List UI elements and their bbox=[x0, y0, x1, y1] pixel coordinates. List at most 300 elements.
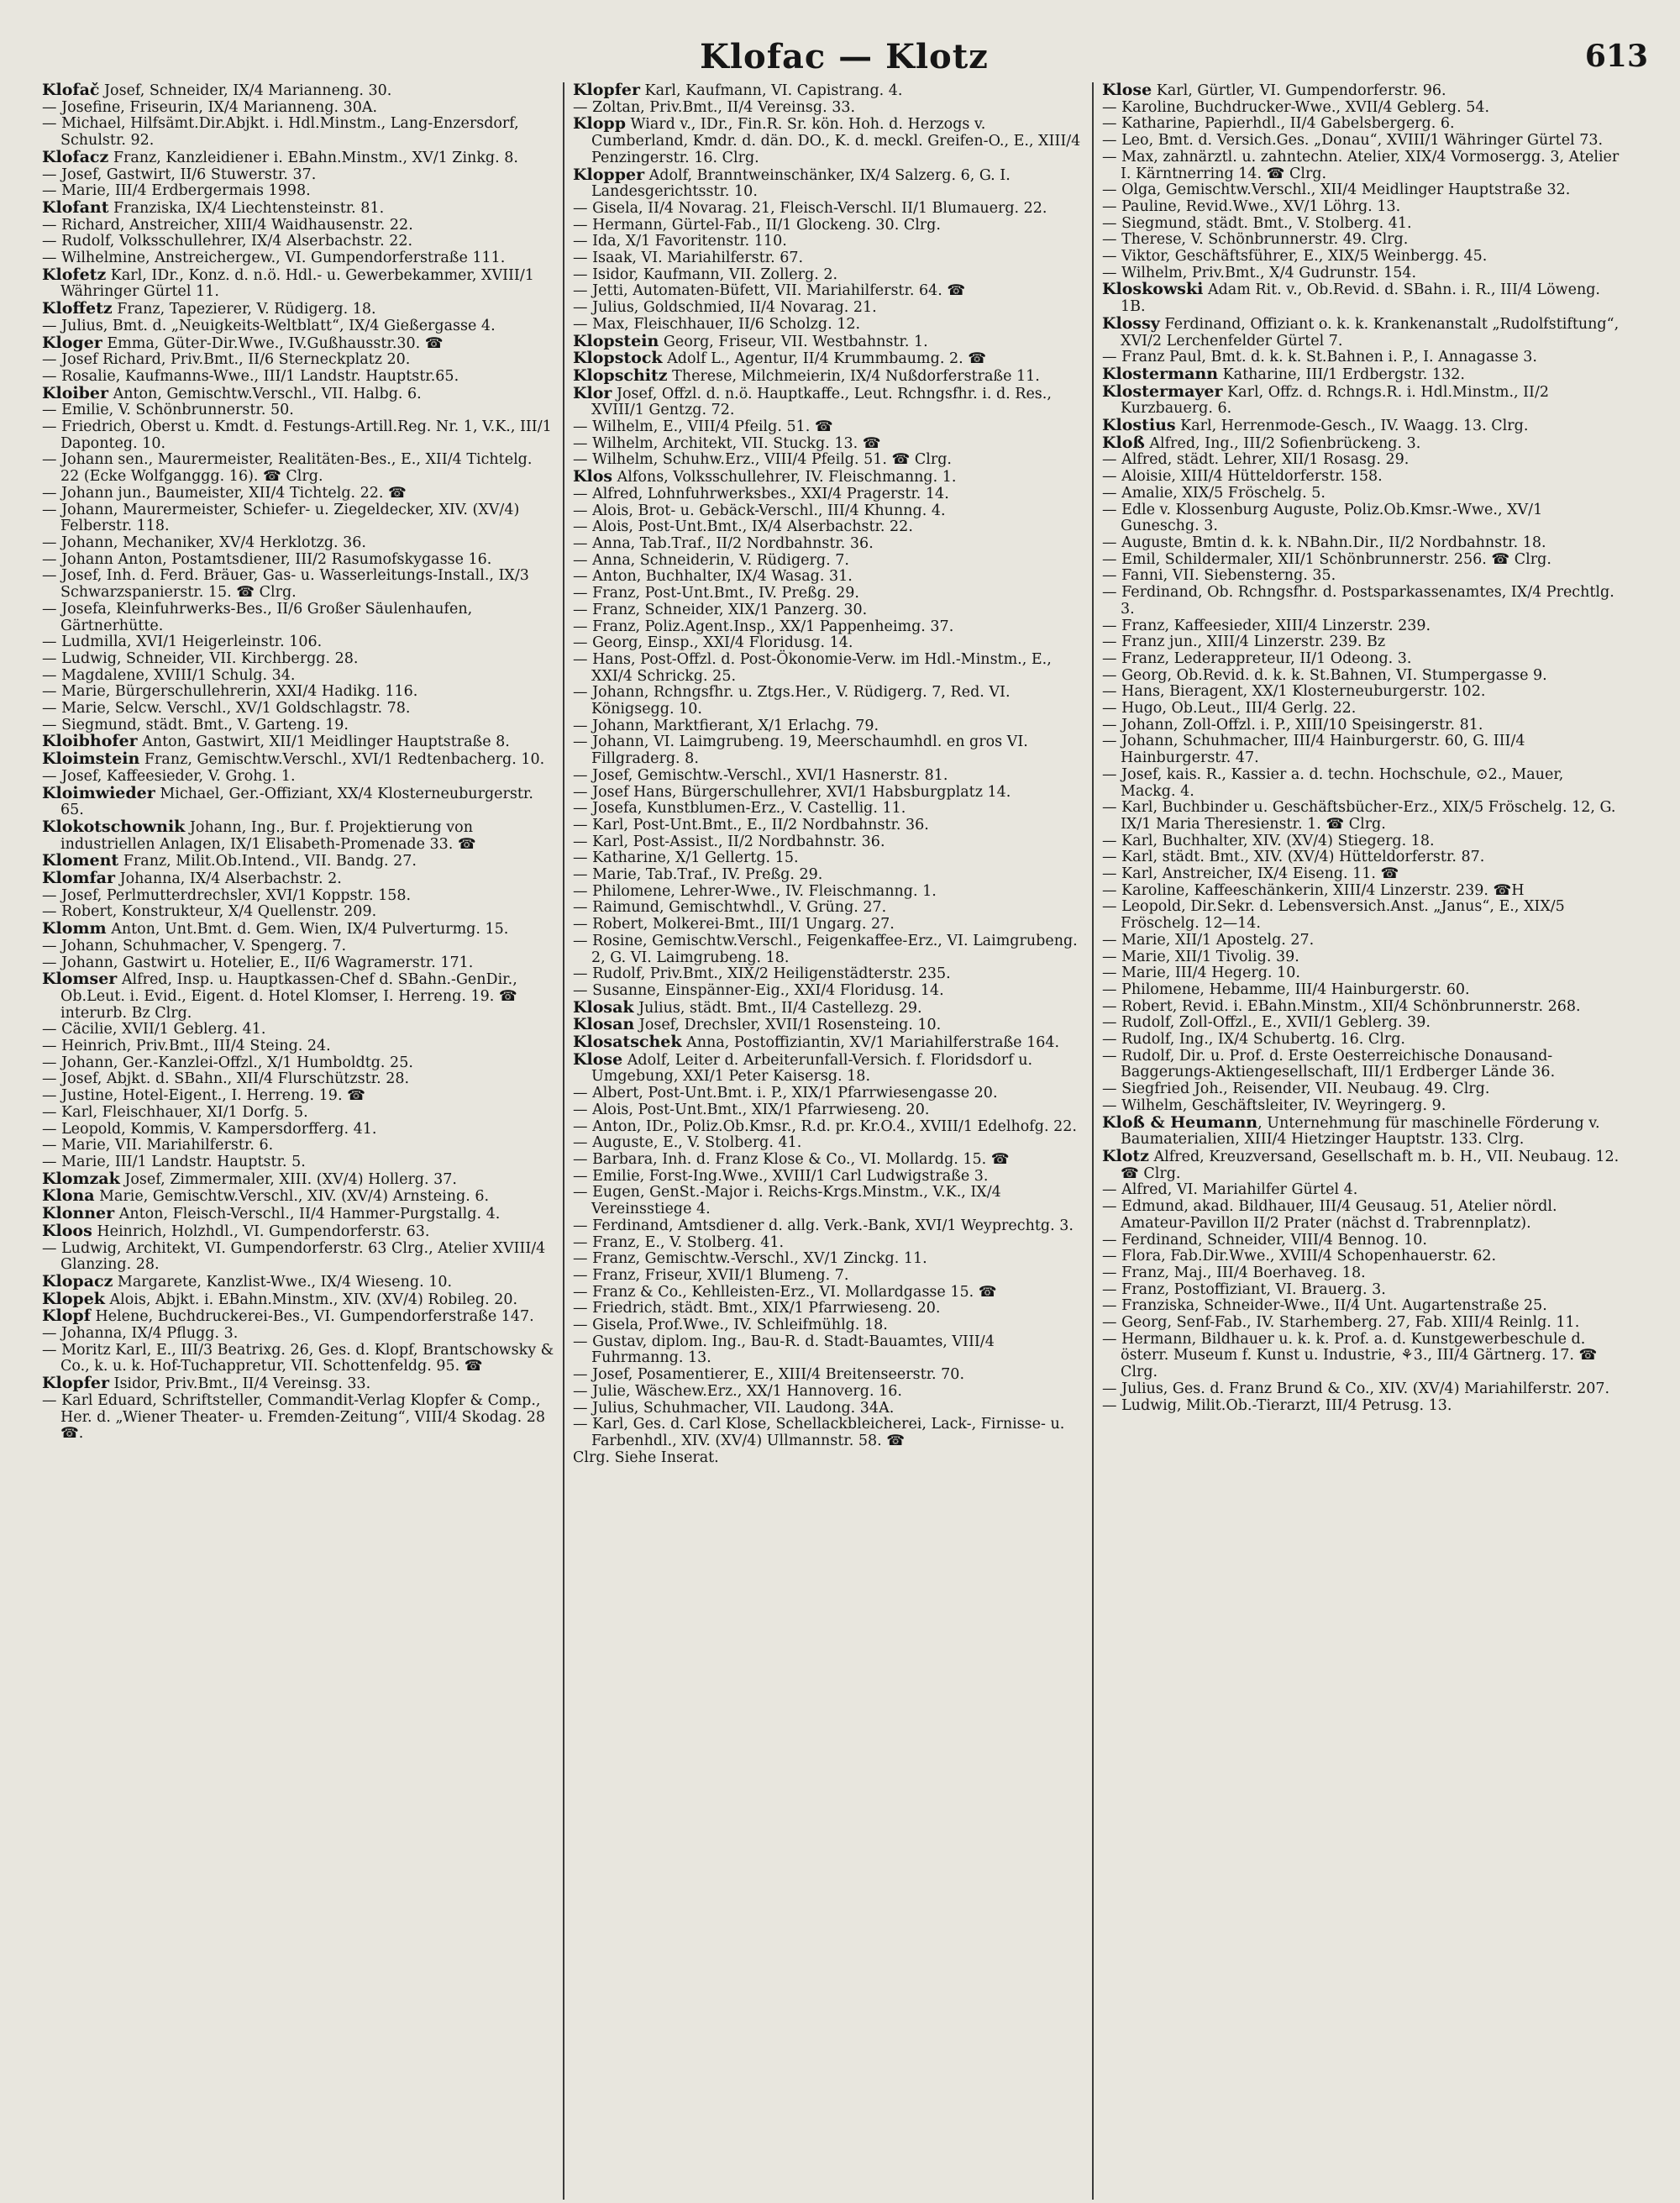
directory-entry bbox=[1102, 1112, 1621, 1149]
entry-details: — Franziska, Schneider-Wwe., II/4 Unt. Augartenstraße 25. bbox=[1102, 1297, 1547, 1315]
entry-surname: Klofant bbox=[42, 197, 109, 217]
directory-subentry bbox=[42, 369, 554, 386]
entry-details: — Josef, Gemischtw.-Verschl., XVI/1 Hasnerstr. 81. bbox=[573, 766, 948, 784]
entry-surname: Kloß & Heumann bbox=[1102, 1112, 1258, 1132]
directory-subentry bbox=[1102, 452, 1621, 469]
entry-details: Katharine, III/1 Erdbergstr. 132. bbox=[1218, 365, 1465, 383]
entry-details: — Gisela, II/4 Novarag. 21, Fleisch-Verschl. II/1 Blumauerg. 22. bbox=[573, 199, 1047, 217]
directory-subentry bbox=[1102, 568, 1621, 585]
entry-surname: Klomm bbox=[42, 919, 107, 939]
directory-entry bbox=[573, 167, 1084, 201]
entry-details: Alois, Abjkt. i. EBahn.Minstm., XIV. (XV/4) Robileg. 20. bbox=[104, 1291, 518, 1308]
directory-subentry bbox=[573, 267, 1084, 284]
directory-subentry bbox=[42, 502, 554, 535]
entry-surname: Klonner bbox=[42, 1204, 115, 1223]
entry-details: — Wilhelm, Geschäftsleiter, IV. Weyringerg. 9. bbox=[1102, 1096, 1446, 1114]
directory-entry bbox=[1102, 366, 1621, 384]
entry-details: — Johann, Maurermeister, Schiefer- u. Ziegeldecker, XIV. (XV/4) Felberstr. 118. bbox=[42, 501, 520, 535]
entry-details: Anton, Gemischtw.Verschl., VII. Halbg. 6. bbox=[108, 385, 422, 402]
entry-details: — Hermann, Gürtel-Fab., II/1 Glockeng. 30. Clrg. bbox=[573, 216, 941, 234]
entry-details: — Therese, V. Schönbrunnerstr. 49. Clrg. bbox=[1102, 231, 1409, 249]
entry-details: — Josef Hans, Bürgerschullehrer, XVI/1 Habsburgplatz 14. bbox=[573, 783, 1011, 801]
entry-details: — Julius, Ges. d. Franz Brund & Co., XIV. (XV/4) Mariahilferstr. 207. bbox=[1102, 1380, 1610, 1397]
entry-details: — Marie, Bürgerschullehrerin, XXI/4 Hadikg. 116. bbox=[42, 683, 418, 701]
entry-surname: Kloiber bbox=[42, 383, 109, 402]
entry-details: — Alois, Post-Unt.Bmt., IX/4 Alserbachstr. 22. bbox=[573, 518, 913, 536]
entry-details: Isidor, Priv.Bmt., II/4 Vereinsg. 33. bbox=[108, 1375, 371, 1393]
directory-subentry bbox=[42, 419, 554, 452]
directory-entry bbox=[573, 469, 1084, 486]
entry-details: — Julius, Goldschmied, II/4 Novarag. 21. bbox=[573, 299, 877, 317]
entry-details: — Max, zahnärztl. u. zahntechn. Atelier, XIX/4 Vormosergg. 3, Atelier I. Kärntnerring 14. ☎ Clrg. bbox=[1102, 148, 1620, 182]
entry-details: — Flora, Fab.Dir.Wwe., XVIII/4 Schopenhauerstr. 62. bbox=[1102, 1248, 1497, 1265]
entry-details: — Karl, Anstreicher, IX/4 Eiseng. 11. ☎ bbox=[1102, 865, 1399, 883]
entry-details: — Rudolf, Dir. u. Prof. d. Erste Oesterreichische Donausand-Baggerungs-Aktiengesellschaft, III/1 Erdberger Lände 36. bbox=[1102, 1047, 1556, 1081]
entry-surname: Kloger bbox=[42, 333, 102, 352]
entry-details: , Unternehmung für maschinelle Förderung v. Baumaterialien, XIII/4 Hietzinger Hauptstr. 133. Clrg. bbox=[1121, 1114, 1600, 1149]
entry-details: Julius, städt. Bmt., II/4 Castellezg. 29. bbox=[633, 999, 922, 1017]
directory-entry bbox=[573, 1034, 1084, 1052]
entry-details: Adam Rit. v., Ob.Revid. d. SBahn. i. R., III/4 Löweng. 1B. bbox=[1121, 281, 1600, 316]
directory-subentry bbox=[1102, 999, 1621, 1016]
directory-entry bbox=[573, 331, 1084, 351]
entry-details: — Karl, Buchhalter, XIV. (XV/4) Stiegerg. 18. bbox=[1102, 832, 1435, 849]
directory-subentry bbox=[42, 352, 554, 369]
directory-subentry bbox=[1102, 502, 1621, 535]
directory-subentry bbox=[42, 1138, 554, 1154]
entry-details: — Johanna, IX/4 Pflugg. 3. bbox=[42, 1325, 239, 1343]
entry-details: — Karl, Buchbinder u. Geschäftsbücher-Erz., XIX/5 Fröschelg. 12, G. IX/1 Maria Theresienstr. 1. ☎ Clrg. bbox=[1102, 799, 1616, 833]
directory-entry bbox=[42, 1171, 554, 1189]
directory-entry bbox=[42, 971, 554, 1022]
entry-details: — Josefine, Friseurin, IX/4 Marianneng. 30A. bbox=[42, 98, 378, 116]
entry-details: — Wilhelm, Architekt, VII. Stuckg. 13. ☎ bbox=[573, 434, 881, 452]
entry-details: Franz, Gemischtw.Verschl., XVI/1 Redtenbacherg. 10. bbox=[139, 751, 545, 769]
entry-surname: Klona bbox=[42, 1186, 95, 1206]
directory-entry bbox=[42, 335, 554, 353]
entry-details: — Johann sen., Maurermeister, Realitäten-Bes., E., XII/4 Tichtelg. 22 (Ecke Wolfganggg. 16). ☎ Clrg. bbox=[42, 451, 533, 486]
entry-details: Johann, Ing., Bur. f. Projektierung von industriellen Anlagen, IX/1 Elisabeth-Promenade 33. ☎ bbox=[60, 818, 476, 853]
directory-entry bbox=[42, 267, 554, 301]
directory-subentry bbox=[1102, 1081, 1621, 1098]
directory-subentry bbox=[573, 1384, 1084, 1401]
directory-subentry bbox=[573, 900, 1084, 917]
directory-subentry bbox=[42, 167, 554, 184]
entry-details: — Fanni, VII. Siebensterng. 35. bbox=[1102, 567, 1336, 585]
directory-subentry bbox=[42, 1393, 554, 1443]
directory-subentry bbox=[573, 1317, 1084, 1334]
directory-entry bbox=[42, 301, 554, 318]
entry-details: — Johann, Schuhmacher, III/4 Hainburgerstr. 60, G. III/4 Hainburgerstr. 47. bbox=[1102, 733, 1525, 767]
directory-subentry bbox=[1102, 849, 1621, 866]
directory-subentry bbox=[573, 486, 1084, 503]
directory-subentry bbox=[573, 519, 1084, 536]
entry-surname: Klose bbox=[573, 1049, 623, 1069]
entry-surname: Kloskowski bbox=[1102, 280, 1204, 299]
directory-subentry bbox=[573, 1086, 1084, 1102]
directory-subentry bbox=[573, 436, 1084, 453]
entry-details: — Cäcilie, XVII/1 Geblerg. 41. bbox=[42, 1021, 266, 1038]
directory-entry bbox=[1102, 381, 1621, 418]
directory-subentry bbox=[1102, 718, 1621, 734]
entry-details: — Olga, Gemischtw.Verschl., XII/4 Meidlinger Hauptstraße 32. bbox=[1102, 181, 1571, 199]
entry-details: — Eugen, GenSt.-Major i. Reichs-Krgs.Minstm., V.K., IX/4 Vereinsstiege 4. bbox=[573, 1184, 1001, 1218]
entry-surname: Klostermayer bbox=[1102, 381, 1223, 401]
entry-details: Alfons, Volksschullehrer, IV. Fleischmanng. 1. bbox=[612, 469, 957, 486]
directory-subentry bbox=[573, 503, 1084, 520]
entry-details: Josef, Schneider, IX/4 Marianneng. 30. bbox=[99, 82, 392, 99]
entry-surname: Kloimstein bbox=[42, 749, 140, 769]
entry-details: — Philomene, Lehrer-Wwe., IV. Fleischmanng. 1. bbox=[573, 882, 937, 900]
entry-surname: Klopstein bbox=[573, 331, 659, 350]
entry-details: — Siegfried Joh., Reisender, VII. Neubaug. 49. Clrg. bbox=[1102, 1080, 1490, 1098]
directory-entry bbox=[42, 82, 554, 100]
directory-entry bbox=[1102, 1149, 1621, 1182]
entry-details: — Franz & Co., Kehlleisten-Erz., VI. Mollardgasse 15. ☎ bbox=[573, 1283, 997, 1301]
directory-subentry bbox=[42, 116, 554, 149]
entry-surname: Klotz bbox=[1102, 1147, 1149, 1165]
entry-surname: Kloibhofer bbox=[42, 732, 138, 751]
directory-entry bbox=[1102, 435, 1621, 453]
entry-details: — Ludwig, Architekt, VI. Gumpendorferstr. 63 Clrg., Atelier XVIII/4 Glanzing. 28. bbox=[42, 1239, 546, 1274]
entry-surname: Klosatschek bbox=[573, 1033, 682, 1052]
entry-details: — Anna, Schneiderin, V. Rüdigerg. 7. bbox=[573, 551, 849, 569]
directory-subentry bbox=[1102, 1249, 1621, 1265]
entry-surname: Klomzak bbox=[42, 1169, 120, 1188]
directory-subentry bbox=[1102, 651, 1621, 668]
entry-details: — Katharine, Papierhdl., II/4 Gabelsbergerg. 6. bbox=[1102, 115, 1455, 133]
entry-details: Karl, Offz. d. Rchngs.R. i. Hdl.Minstm., II/2 Kurzbauerg. 6. bbox=[1121, 383, 1549, 418]
entry-details: — Josef, Posamentierer, E., XIII/4 Breitenseerstr. 70. bbox=[573, 1366, 965, 1384]
entry-details: — Pauline, Revid.Wwe., XV/1 Löhrg. 13. bbox=[1102, 197, 1401, 215]
entry-details: — Karl, Post-Assist., II/2 Nordbahnstr. 36. bbox=[573, 833, 885, 850]
directory-subentry bbox=[1102, 216, 1621, 233]
directory-subentry bbox=[573, 100, 1084, 117]
column-3 bbox=[1092, 82, 1630, 2200]
directory-subentry bbox=[1102, 585, 1621, 618]
entry-details: — Heinrich, Priv.Bmt., III/4 Steing. 24. bbox=[42, 1038, 331, 1055]
entry-details: — Gustav, diplom. Ing., Bau-R. d. Stadt-Bauamtes, VIII/4 Fuhrmanng. 13. bbox=[573, 1333, 995, 1367]
entry-details: — Karl, Fleischhauer, XI/1 Dorfg. 5. bbox=[42, 1103, 308, 1121]
directory-subentry bbox=[42, 100, 554, 117]
entry-details: — Franz jun., XIII/4 Linzerstr. 239. Bz bbox=[1102, 634, 1386, 651]
directory-subentry bbox=[573, 1251, 1084, 1268]
entry-details: — Georg, Einsp., XXI/4 Floridusg. 14. bbox=[573, 634, 853, 652]
directory-subentry bbox=[1102, 1182, 1621, 1199]
directory-entry bbox=[42, 1375, 554, 1393]
directory-subentry bbox=[573, 1185, 1084, 1217]
directory-subentry bbox=[1102, 199, 1621, 216]
entry-details: — Rudolf, Zoll-Offzl., E., XVII/1 Geblerg. 39. bbox=[1102, 1014, 1431, 1032]
directory-subentry bbox=[573, 917, 1084, 933]
entry-details: — Franz, Post-Unt.Bmt., IV. Preßg. 29. bbox=[573, 585, 859, 602]
entry-details: — Marie, Selcw. Verschl., XV/1 Goldschlagstr. 78. bbox=[42, 700, 411, 718]
directory-subentry bbox=[573, 1301, 1084, 1317]
entry-details: — Johann, Schuhmacher, V. Spengerg. 7. bbox=[42, 937, 347, 954]
entry-details: — Karoline, Buchdrucker-Wwe., XVII/4 Geblerg. 54. bbox=[1102, 98, 1490, 116]
entry-details: — Emil, Schildermaler, XII/1 Schönbrunnerstr. 256. ☎ Clrg. bbox=[1102, 550, 1551, 568]
entry-details: — Johann, Zoll-Offzl. i. P., XIII/10 Speisingerstr. 81. bbox=[1102, 716, 1483, 733]
directory-subentry bbox=[1102, 965, 1621, 982]
entry-details: — Gisela, Prof.Wwe., IV. Schleifmühlg. 18. bbox=[573, 1317, 888, 1334]
directory-subentry bbox=[1102, 866, 1621, 883]
entry-details: Heinrich, Holzhdl., VI. Gumpendorferstr. 63. bbox=[92, 1222, 430, 1240]
entry-details: — Anna, Tab.Traf., II/2 Nordbahnstr. 36. bbox=[573, 534, 874, 552]
entry-surname: Klopp bbox=[573, 114, 626, 134]
directory-subentry bbox=[42, 1343, 554, 1375]
entry-details: — Josef, kais. R., Kassier a. d. techn. Hochschule, ⊙2., Mauer, Mackg. 4. bbox=[1102, 765, 1564, 800]
directory-subentry bbox=[42, 486, 554, 502]
entry-surname: Klomser bbox=[42, 970, 118, 989]
directory-subentry bbox=[1102, 982, 1621, 999]
entry-details: Georg, Friseur, VII. Westbahnstr. 1. bbox=[659, 333, 928, 350]
entry-details: — Friedrich, städt. Bmt., XIX/1 Pfarrwieseng. 20. bbox=[573, 1300, 941, 1317]
entry-details: — Franz, Lederappreteur, II/1 Odeong. 3. bbox=[1102, 649, 1412, 667]
directory-entry bbox=[42, 853, 554, 870]
entry-surname: Klofač bbox=[42, 82, 100, 99]
directory-subentry bbox=[573, 250, 1084, 267]
directory-subentry bbox=[1102, 100, 1621, 117]
directory-subentry bbox=[1102, 933, 1621, 949]
entry-details: Karl, Herrenmode-Gesch., IV. Waagg. 13. Clrg. bbox=[1175, 418, 1529, 435]
entry-surname: Klopstock bbox=[573, 349, 663, 368]
columns bbox=[34, 82, 1655, 2200]
entry-details: — Moritz Karl, E., III/3 Beatrixg. 26, Ges. d. Klopf, Brantschowsky & Co., k. u. k. Hof-Tuchappretur, VII. Schottenfeldg. 95. ☎ bbox=[42, 1341, 554, 1375]
directory-subentry bbox=[573, 966, 1084, 983]
entry-details: — Ferdinand, Amtsdiener d. allg. Verk.-Bank, XVI/1 Weyprechtg. 3. bbox=[573, 1217, 1074, 1234]
directory-subentry bbox=[1102, 133, 1621, 150]
directory-entry bbox=[573, 997, 1084, 1017]
entry-details: — Julie, Wäschew.Erz., XX/1 Hannoverg. 16. bbox=[573, 1382, 902, 1400]
entry-details: — Aloisie, XIII/4 Hütteldorferstr. 158. bbox=[1102, 468, 1383, 486]
entry-details: — Johann Anton, Postamtsdiener, III/2 Rasumofskygasse 16. bbox=[42, 550, 492, 568]
entry-details: — Ludmilla, XVI/1 Heigerleinstr. 106. bbox=[42, 634, 323, 651]
directory-entry bbox=[573, 116, 1084, 166]
entry-details: — Marie, XII/1 Apostelg. 27. bbox=[1102, 931, 1315, 949]
entry-details: — Wilhelm, E., VIII/4 Pfeilg. 51. ☎ bbox=[573, 418, 833, 436]
entry-details: — Alfred, Lohnfuhrwerksbes., XXI/4 Pragerstr. 14. bbox=[573, 485, 949, 502]
directory-subentry bbox=[42, 1241, 554, 1274]
directory-subentry bbox=[573, 1235, 1084, 1252]
directory-subentry bbox=[1102, 1265, 1621, 1282]
entry-details: — Anton, Buchhalter, IX/4 Wasag. 31. bbox=[573, 568, 853, 586]
entry-details: — Magdalene, XVIII/1 Schulg. 34. bbox=[42, 666, 296, 684]
directory-subentry bbox=[1102, 116, 1621, 133]
directory-subentry bbox=[573, 234, 1084, 250]
entry-details: — Friedrich, Oberst u. Kmdt. d. Festungs-Artill.Reg. Nr. 1, V.K., III/1 Daponteg. 10. bbox=[42, 418, 552, 452]
directory-subentry bbox=[42, 1105, 554, 1122]
entry-details: — Josef, Inh. d. Ferd. Bräuer, Gas- u. Wasserleitungs-Install., IX/3 Schwarzspanierstr. 15. ☎ Clrg. bbox=[42, 567, 529, 602]
directory-subentry bbox=[42, 684, 554, 701]
directory-entry bbox=[42, 1308, 554, 1326]
directory-subentry bbox=[573, 1285, 1084, 1301]
directory-subentry bbox=[573, 1401, 1084, 1417]
entry-details: Therese, Milchmeierin, IX/4 Nußdorferstraße 11. bbox=[667, 367, 1040, 385]
entry-details: — Johann, Mechaniker, XV/4 Herklotzg. 36. bbox=[42, 534, 366, 551]
entry-details: — Johann, Marktfierant, X/1 Erlachg. 79. bbox=[573, 717, 879, 734]
entry-details: — Josef Richard, Priv.Bmt., II/6 Sterneckplatz 20. bbox=[42, 351, 411, 369]
entry-details: — Josefa, Kleinfuhrwerks-Bes., II/6 Großer Säulenhaufen, Gärtnerhütte. bbox=[42, 600, 473, 634]
entry-details: Alfred, Ing., III/2 Sofienbrückeng. 3. bbox=[1144, 434, 1421, 452]
entry-details: — Franz Paul, Bmt. d. k. k. St.Bahnen i. P., I. Annagasse 3. bbox=[1102, 349, 1537, 366]
directory-subentry bbox=[573, 1367, 1084, 1384]
entry-details: — Marie, III/4 Erdbergermais 1998. bbox=[42, 182, 311, 200]
entry-details: Adolf, Branntweinschänker, IX/4 Salzerg. 6, G. I. Landesgerichtsstr. 10. bbox=[591, 166, 1011, 201]
directory-entry bbox=[42, 383, 554, 403]
entry-details: Anton, Unt.Bmt. d. Gem. Wien, IX/4 Pulverturmg. 15. bbox=[106, 921, 509, 939]
directory-subentry bbox=[42, 668, 554, 685]
directory-subentry bbox=[1102, 182, 1621, 199]
directory-subentry bbox=[1102, 1199, 1621, 1232]
entry-details: — Johann, Gastwirt u. Hotelier, E., II/6 Wagramerstr. 171. bbox=[42, 954, 474, 971]
directory-entry bbox=[573, 350, 1084, 368]
directory-subentry bbox=[573, 419, 1084, 436]
entry-details: Franz, Milit.Ob.Intend., VII. Bandg. 27. bbox=[118, 853, 417, 870]
entry-surname: Klopper bbox=[573, 165, 645, 184]
directory-subentry bbox=[42, 234, 554, 250]
directory-subentry bbox=[573, 536, 1084, 553]
entry-details: — Raimund, Gemischtwhdl., V. Grüng. 27. bbox=[573, 899, 887, 917]
entry-details: — Anton, IDr., Poliz.Ob.Kmsr., R.d. pr. Kr.O.4., XVIII/1 Edelhofg. 22. bbox=[573, 1117, 1077, 1135]
entry-details: Karl, Kaufmann, VI. Capistrang. 4. bbox=[639, 82, 903, 99]
directory-subentry bbox=[42, 888, 554, 905]
directory-subentry bbox=[1102, 800, 1621, 833]
entry-details: — Josefa, Kunstblumen-Erz., V. Castellig. 11. bbox=[573, 800, 906, 818]
directory-subentry bbox=[573, 1135, 1084, 1152]
entry-details: Alfred, Kreuzversand, Gesellschaft m. b. H., VII. Neubaug. 12. ☎ Clrg. bbox=[1121, 1149, 1620, 1182]
entry-details: — Rudolf, Priv.Bmt., XIX/2 Heiligenstädterstr. 235. bbox=[573, 965, 951, 983]
entry-details: — Johann, Rchngsfhr. u. Ztgs.Her., V. Rüdigerg. 7, Red. VI. Königsegg. 10. bbox=[573, 684, 1011, 718]
directory-subentry bbox=[1102, 552, 1621, 569]
entry-details: — Rudolf, Volksschullehrer, IX/4 Alserbachstr. 22. bbox=[42, 233, 413, 250]
entry-details: — Isidor, Kaufmann, VII. Zollerg. 2. bbox=[573, 266, 838, 283]
entry-details: Clrg. Siehe Inserat. bbox=[573, 1449, 719, 1466]
entry-details: Helene, Buchdruckerei-Bes., VI. Gumpendorferstraße 147. bbox=[90, 1308, 534, 1326]
entry-details: — Johann, VI. Laimgrubeng. 19, Meerschaumhdl. en gros VI. Fillgraderg. 8. bbox=[573, 733, 1028, 768]
entry-details: — Auguste, E., V. Stolberg. 41. bbox=[573, 1134, 802, 1152]
directory-subentry bbox=[1102, 1282, 1621, 1299]
directory-subentry bbox=[573, 201, 1084, 218]
directory-subentry bbox=[573, 1417, 1084, 1449]
directory-subentry bbox=[573, 1119, 1084, 1136]
directory-subentry bbox=[573, 1218, 1084, 1235]
entry-details: — Alfred, städt. Lehrer, XII/1 Rosasg. 29. bbox=[1102, 451, 1410, 469]
entry-surname: Klomfar bbox=[42, 869, 116, 888]
entry-details: — Marie, Tab.Traf., IV. Preßg. 29. bbox=[573, 866, 823, 884]
directory-subentry bbox=[42, 939, 554, 955]
directory-entry bbox=[573, 1049, 1084, 1086]
entry-details: — Josef, Gastwirt, II/6 Stuwerstr. 37. bbox=[42, 166, 317, 183]
entry-surname: Klokotschownik bbox=[42, 817, 186, 836]
directory-subentry bbox=[573, 867, 1084, 884]
entry-details: — Karl, städt. Bmt., XIV. (XV/4) Hütteldorferstr. 87. bbox=[1102, 849, 1485, 866]
entry-surname: Klostermann bbox=[1102, 364, 1219, 383]
entry-details: — Franz, Poliz.Agent.Insp., XX/1 Pappenheimg. 37. bbox=[573, 618, 954, 635]
entry-details: Ferdinand, Offiziant o. k. k. Krankenanstalt „Rudolfstiftung“, XVI/2 Lerchenfelder Gürtel 7. bbox=[1121, 315, 1620, 350]
directory-subentry bbox=[1102, 833, 1621, 850]
directory-subentry bbox=[42, 452, 554, 485]
directory-subentry bbox=[1102, 1398, 1621, 1415]
entry-details: — Karl, Ges. d. Carl Klose, Schellackbleicherei, Lack-, Firnisse- u. Farbenhdl., XIV. (XV/4) Ullmannstr. 58. ☎ bbox=[573, 1416, 1065, 1449]
directory-subentry bbox=[1102, 249, 1621, 266]
directory-subentry bbox=[42, 1022, 554, 1038]
entry-details: — Ludwig, Schneider, VII. Kirchbergg. 28. bbox=[42, 649, 359, 667]
directory-subentry bbox=[573, 685, 1084, 718]
page-number: 613 bbox=[1584, 39, 1648, 74]
entry-details: Margarete, Kanzlist-Wwe., IX/4 Wieseng. 10. bbox=[113, 1273, 453, 1291]
directory-subentry bbox=[573, 553, 1084, 570]
entry-details: Franz, Kanzleidiener i. EBahn.Minstm., XV/1 Zinkg. 8. bbox=[108, 149, 518, 166]
entry-details: Anton, Fleisch-Verschl., II/4 Hammer-Purgstallg. 4. bbox=[114, 1206, 501, 1223]
entry-details: — Alfred, VI. Mariahilfer Gürtel 4. bbox=[1102, 1181, 1358, 1199]
directory-entry bbox=[1102, 313, 1621, 350]
directory-entry bbox=[573, 365, 1084, 386]
entry-details: — Robert, Konstrukteur, X/4 Quellenstr. 209. bbox=[42, 903, 377, 921]
directory-subentry bbox=[42, 634, 554, 651]
directory-subentry bbox=[42, 1071, 554, 1088]
directory-entry bbox=[42, 733, 554, 751]
directory-subentry bbox=[1102, 1332, 1621, 1381]
directory-subentry bbox=[573, 1169, 1084, 1186]
directory-subentry bbox=[1102, 1298, 1621, 1315]
entry-details: — Leopold, Dir.Sekr. d. Lebensversich.Anst. „Janus“, E., XIX/5 Fröschelg. 12—14. bbox=[1102, 898, 1565, 933]
entry-surname: Klose bbox=[1102, 82, 1152, 99]
directory-entry bbox=[42, 870, 554, 888]
entry-details: — Robert, Molkerei-Bmt., III/1 Ungarg. 27. bbox=[573, 916, 895, 933]
entry-details: Michael, Ger.-Offiziant, XX/4 Klosterneuburgerstr. 65. bbox=[60, 785, 533, 819]
entry-details: — Georg, Ob.Revid. d. k. k. St.Bahnen, VI. Stumpergasse 9. bbox=[1102, 666, 1547, 684]
entry-details: — Alois, Brot- u. Gebäck-Verschl., III/4 Khunng. 4. bbox=[573, 502, 946, 519]
entry-details: — Susanne, Einspänner-Eig., XXI/4 Floridusg. 14. bbox=[573, 981, 944, 999]
entry-details: — Michael, Hilfsämt.Dir.Abjkt. i. Hdl.Minstm., Lang-Enzersdorf, Schulstr. 92. bbox=[42, 115, 519, 150]
entry-surname: Klosan bbox=[573, 1015, 635, 1034]
directory-entry bbox=[42, 1206, 554, 1223]
entry-details: — Hans, Post-Offzl. d. Post-Ökonomie-Verw. im Hdl.-Minstm., E., XXI/4 Schrickg. 25. bbox=[573, 650, 1052, 685]
entry-details: Anton, Gastwirt, XII/1 Meidlinger Hauptstraße 8. bbox=[137, 733, 510, 751]
directory-subentry bbox=[1102, 949, 1621, 966]
entry-details: — Hans, Bieragent, XX/1 Klosterneuburgerstr. 102. bbox=[1102, 683, 1486, 701]
entry-details: Johanna, IX/4 Alserbachstr. 2. bbox=[115, 870, 342, 888]
entry-details: Marie, Gemischtw.Verschl., XIV. (XV/4) Arnsteing. 6. bbox=[94, 1188, 490, 1206]
directory-subentry bbox=[573, 983, 1084, 1000]
entry-details: — Philomene, Hebamme, III/4 Hainburgerstr. 60. bbox=[1102, 981, 1470, 998]
entry-details: — Barbara, Inh. d. Franz Klose & Co., VI. Mollardg. 15. ☎ bbox=[573, 1151, 1010, 1168]
entry-details: — Isaak, VI. Mariahilferstr. 67. bbox=[573, 250, 804, 267]
entry-surname: Klossy bbox=[1102, 313, 1160, 333]
entry-details: — Marie, III/4 Hegerg. 10. bbox=[1102, 965, 1300, 982]
directory-subentry bbox=[1102, 883, 1621, 900]
directory-subentry bbox=[1102, 634, 1621, 651]
directory-subentry bbox=[42, 1088, 554, 1105]
entry-details: — Rosine, Gemischtw.Verschl., Feigenkaffee-Erz., VI. Laimgrubeng. 2, G. VI. Laimgrubeng. 18. bbox=[573, 932, 1078, 966]
directory-entry bbox=[573, 1017, 1084, 1034]
entry-details: — Edle v. Klossenburg Auguste, Poliz.Ob.Kmsr.-Wwe., XV/1 Guneschg. 3. bbox=[1102, 501, 1543, 535]
directory-subentry bbox=[42, 250, 554, 267]
entry-details: — Karl, Post-Unt.Bmt., E., II/2 Nordbahnstr. 36. bbox=[573, 816, 929, 833]
directory-subentry bbox=[1102, 767, 1621, 800]
entry-details: — Leopold, Kommis, V. Kampersdorfferg. 41. bbox=[42, 1120, 377, 1138]
entry-surname: Kloffetz bbox=[42, 299, 113, 318]
entry-details: — Siegmund, städt. Bmt., V. Garteng. 19. bbox=[42, 716, 349, 733]
directory-subentry bbox=[573, 734, 1084, 767]
directory-subentry bbox=[573, 850, 1084, 867]
entry-details: — Johann, Ger.-Kanzlei-Offzl., X/1 Humboldtg. 25. bbox=[42, 1054, 413, 1071]
entry-surname: Klopacz bbox=[42, 1271, 113, 1291]
entry-details: Adolf, Leiter d. Arbeiterunfall-Versich. f. Floridsdorf u. Umgebung, XXI/1 Peter Kaisersg. 18. bbox=[591, 1051, 1033, 1086]
directory-subentry bbox=[573, 884, 1084, 901]
directory-entry bbox=[1102, 82, 1621, 100]
directory-subentry bbox=[1102, 701, 1621, 718]
